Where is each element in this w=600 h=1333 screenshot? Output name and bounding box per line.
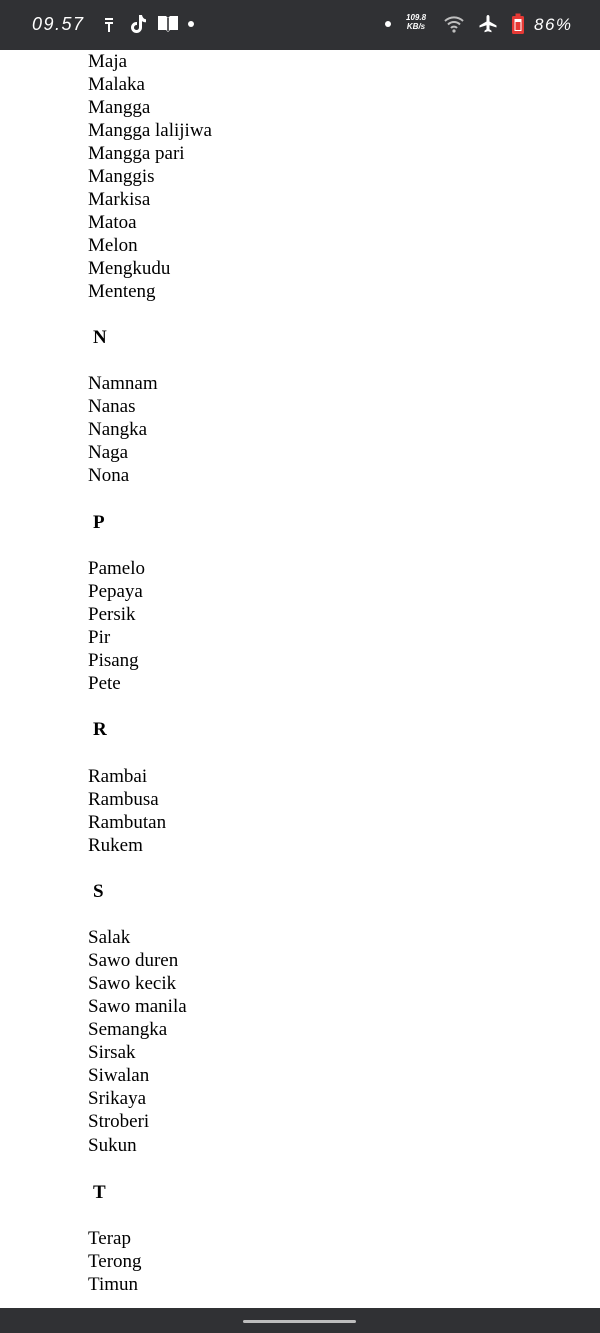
list-item: Srikaya <box>88 1088 147 1109</box>
wifi-icon <box>443 14 465 34</box>
list-item: Melon <box>88 235 138 256</box>
notification-dot-icon <box>188 21 194 27</box>
list-item: Terong <box>88 1251 142 1272</box>
list-item: Sukun <box>88 1135 137 1156</box>
list-item: Maja <box>88 51 128 72</box>
list-item: Pamelo <box>88 558 145 579</box>
list-item: Siwalan <box>88 1065 150 1086</box>
list-item: Timun <box>88 1274 138 1295</box>
list-item: Terap <box>88 1228 131 1249</box>
list-item: Menteng <box>88 281 156 302</box>
list-item: Nanas <box>88 396 136 417</box>
network-speed-unit: KB/s <box>406 22 426 31</box>
list-item: Rambai <box>88 766 148 787</box>
battery-icon <box>511 13 525 35</box>
list-item: Pisang <box>88 650 139 671</box>
notification-dot-icon <box>385 21 391 27</box>
list-item: Pete <box>88 673 121 694</box>
list-item: Mangga lalijiwa <box>88 120 212 141</box>
usb-icon <box>104 17 114 33</box>
list-item: Salak <box>88 927 131 948</box>
network-speed <box>406 13 426 31</box>
section-heading-p: P <box>93 512 105 533</box>
list-item: Mangga <box>88 97 151 118</box>
list-item: Pir <box>88 627 111 648</box>
section-heading-r: R <box>93 719 107 740</box>
list-item: Stroberi <box>88 1111 150 1132</box>
section-heading-t: T <box>93 1182 106 1203</box>
list-item: Persik <box>88 604 136 625</box>
airplane-mode-icon <box>478 14 498 34</box>
battery-percent: 86% <box>534 15 573 34</box>
list-item: Manggis <box>88 166 155 187</box>
section-heading-s: S <box>93 881 104 902</box>
clock: 09.57 <box>32 14 85 34</box>
list-item: Sawo kecik <box>88 973 177 994</box>
list-item: Mangga pari <box>88 143 185 164</box>
list-item: Markisa <box>88 189 151 210</box>
section-heading-n: N <box>93 327 107 348</box>
home-gesture-handle[interactable] <box>243 1320 356 1323</box>
fruit-list-page[interactable] <box>0 50 600 1308</box>
navigation-bar <box>0 1308 600 1333</box>
list-item: Sawo manila <box>88 996 187 1017</box>
book-icon <box>156 14 180 33</box>
list-item: Malaka <box>88 74 145 95</box>
list-item: Matoa <box>88 212 137 233</box>
tiktok-icon <box>129 14 147 34</box>
list-item: Rambusa <box>88 789 159 810</box>
list-item: Sawo duren <box>88 950 179 971</box>
list-item: Sirsak <box>88 1042 136 1063</box>
list-item: Mengkudu <box>88 258 171 279</box>
list-item: Nangka <box>88 419 148 440</box>
network-speed-value: 109.8 <box>406 13 427 22</box>
list-item: Namnam <box>88 373 158 394</box>
list-item: Naga <box>88 442 129 463</box>
list-item: Rambutan <box>88 812 167 833</box>
list-item: Nona <box>88 465 130 486</box>
list-item: Rukem <box>88 835 143 856</box>
status-bar <box>0 0 600 50</box>
list-item: Semangka <box>88 1019 168 1040</box>
list-item: Pepaya <box>88 581 143 602</box>
